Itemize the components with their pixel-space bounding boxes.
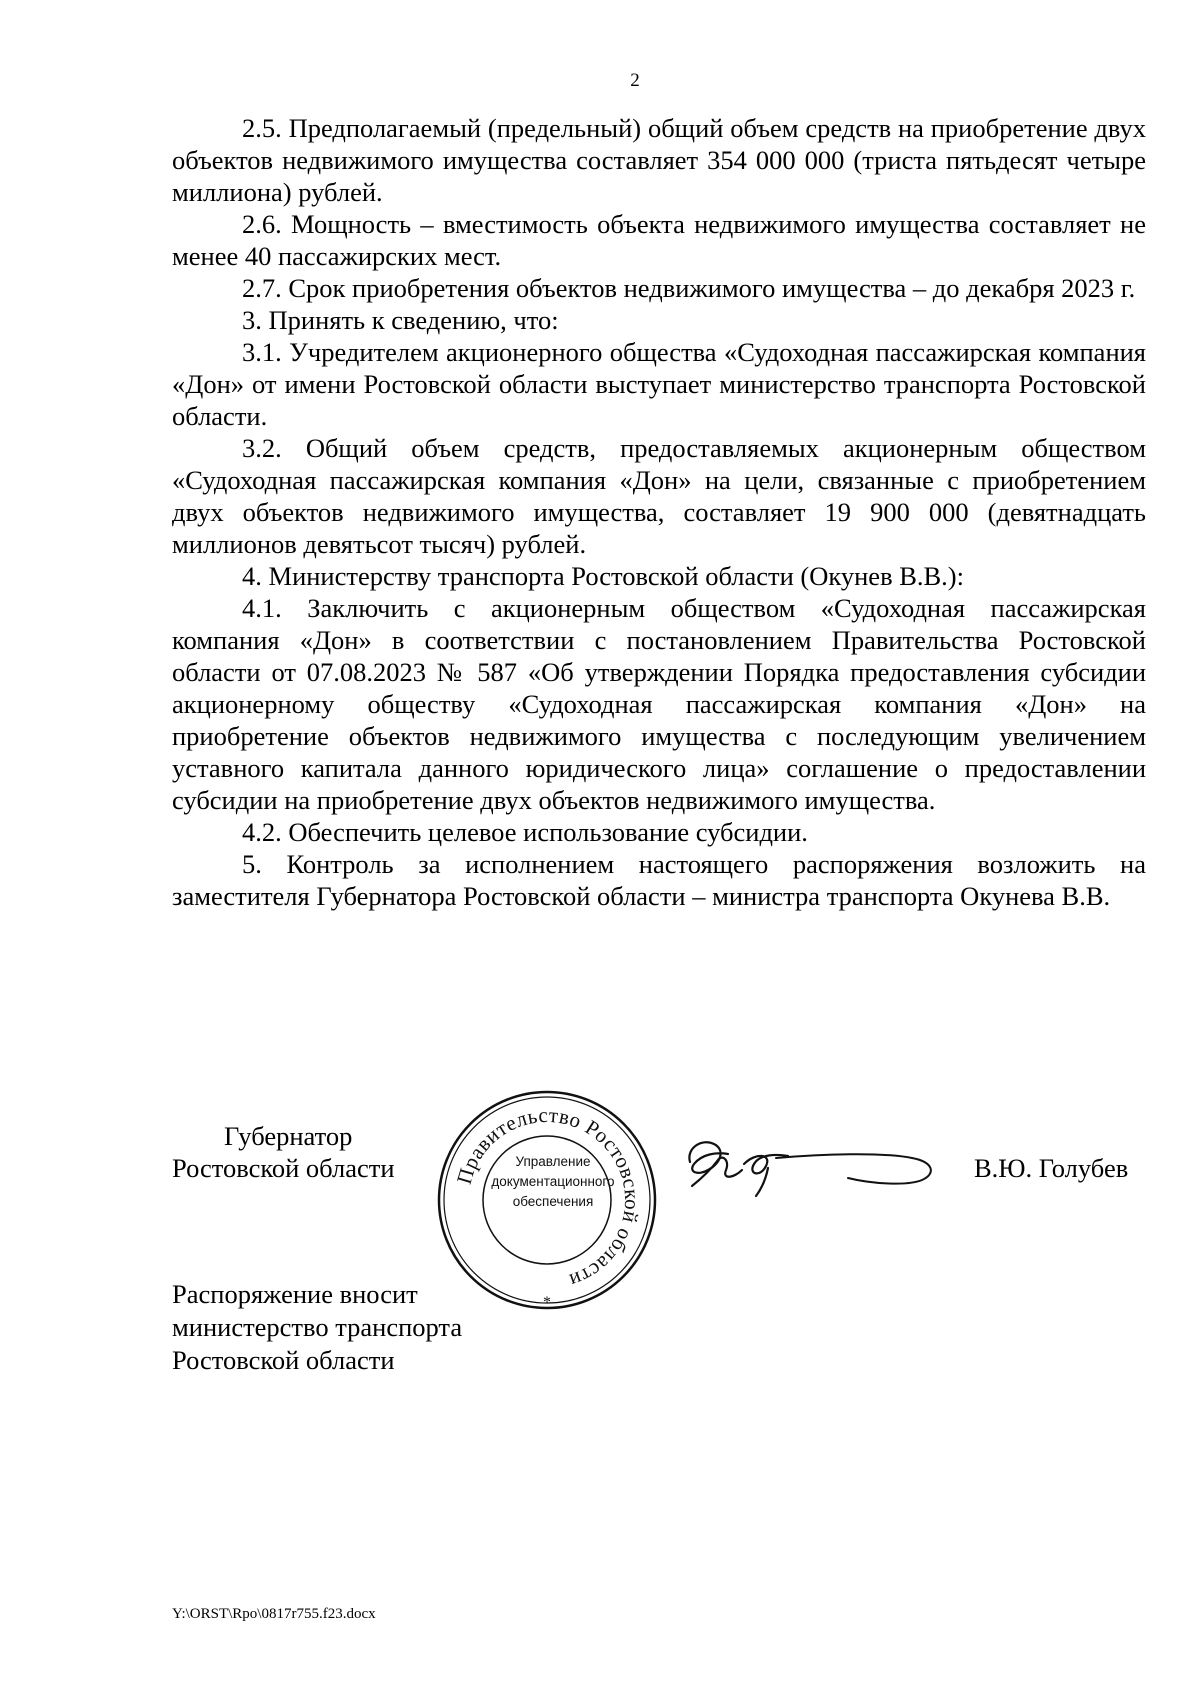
paragraph-3: 3. Принять к сведению, что: (242, 305, 559, 335)
handwritten-signature (672, 1124, 942, 1204)
signatory-title-line2: Ростовской области (172, 1153, 395, 1183)
stamp-center-text (490, 1152, 616, 1212)
submitter-line1: Распоряжение вносит (172, 1279, 418, 1309)
paragraph-4: 4. Министерству транспорта Ростовской области (Окунев В.В.): (242, 561, 964, 591)
page-number: 2 (630, 70, 640, 91)
paragraph-4-1: 4.1. Заключить с акционерным обществом «Судоходная пассажирская компания «Дон» в соответствии с постановлением Правительства Ростовской области от 07.08.2023 № 587 «Об утверждении Порядка предоставления субсидии акционерному обществу «Судоходная пассажирская компания «Дон» на приобретение объектов недвижимого имущества с последующим увеличением уставного капитала данного юридического лица» соглашение о предоставлении субсидии на приобретение двух объектов недвижимого имущества. (172, 593, 1146, 815)
submitter-line3: Ростовской области (172, 1345, 395, 1375)
stamp-star-icon: * (543, 1294, 551, 1311)
submitter-line2: министерство транспорта (172, 1312, 463, 1342)
stamp-center-line2: документационного (491, 1174, 615, 1189)
stamp-center-line3: обеспечения (512, 1194, 594, 1209)
signatory-name: В.Ю. Голубев (974, 1153, 1129, 1183)
document-body (172, 112, 1146, 912)
paragraph-5: 5. Контроль за исполнением настоящего распоряжения возложить на заместителя Губернатора Ростовской области – министра транспорта Окунева В.В. (172, 849, 1146, 911)
signatory-title (172, 1120, 395, 1184)
paragraph-2-5: 2.5. Предполагаемый (предельный) общий объем средств на приобретение двух объектов недвижимого имущества составляет 354 000 000 (триста пятьдесят четыре миллиона) рублей. (172, 113, 1146, 207)
paragraph-2-7: 2.7. Срок приобретения объектов недвижимого имущества – до декабря 2023 г. (242, 273, 1136, 303)
stamp-ring-textpath: Правительство Ростовской области (451, 1102, 645, 1294)
paragraph-2-6: 2.6. Мощность – вместимость объекта недвижимого имущества составляет не менее 40 пассажирских мест. (172, 209, 1146, 271)
signatory-title-line1: Губернатор (224, 1121, 353, 1151)
paragraph-3-1: 3.1. Учредителем акционерного общества «Судоходная пассажирская компания «Дон» от имени Ростовской области выступает министерство транспорта Ростовской области. (172, 337, 1146, 431)
paragraph-3-2: 3.2. Общий объем средств, предоставляемых акционерным обществом «Судоходная пассажирская компания «Дон» на цели, связанные с приобретением двух объектов недвижимого имущества, составляет 19 900 000 (девятнадцать миллионов девятьсот тысяч) рублей. (172, 433, 1146, 559)
submitter-block (172, 1278, 462, 1377)
stamp-center-line1: Управление (515, 1154, 591, 1169)
footer-file-path: Y:\ORST\Rpo\0817r755.f23.docx (172, 1606, 376, 1622)
paragraph-4-2: 4.2. Обеспечить целевое использование субсидии. (242, 817, 808, 847)
